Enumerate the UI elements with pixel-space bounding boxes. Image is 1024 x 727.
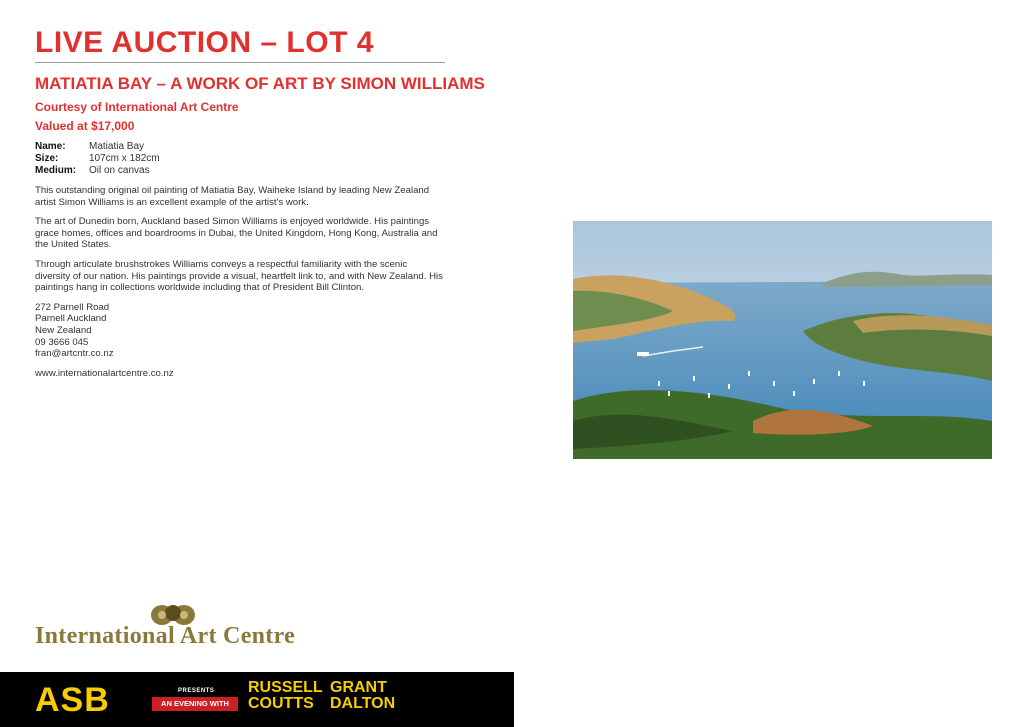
guest-name-coutts: COUTTS [248,695,314,712]
description-paragraph: Through articulate brushstrokes Williams conveys a respectful familiarity with the scenic diversity of our nation. His paintings provide a visual, heartfelt link to, and with New Zealand. His paintings hang in collections worldwide including that of President Bill Clinton. [35,258,443,294]
matiatia-bay-painting [573,221,992,459]
detail-label: Size: [35,153,59,164]
valuation-line: Valued at $17,000 [35,119,135,133]
phone-number: 09 3666 045 [35,336,89,348]
guest-name-russell: RUSSELL [248,679,323,696]
description-paragraph: The art of Dunedin born, Auckland based Simon Williams is enjoyed worldwide. His paintings grace homes, offices and boardrooms in Dubai, the United Kingdom, Hong Kong, Australia and the United States. [35,216,438,251]
detail-row-medium [35,165,445,177]
detail-label: Name: [35,141,66,152]
detail-label: Medium: [35,165,77,176]
guest-name-dalton: DALTON [330,695,396,712]
international-art-centre-logo [35,603,335,651]
presents-label: PRESENTS [178,688,215,694]
address-line: Parnell Auckland [35,313,107,325]
lot-description [35,24,485,379]
artwork-title: MATIATIA BAY – A WORK OF ART BY SIMON WILLIAMS [35,74,485,93]
description-paragraph: This outstanding original oil painting of Matiatia Bay, Waiheke Island by leading New Zealand artist Simon Williams is an excellent example of the artist's work. [35,185,430,208]
artwork-details [35,141,445,177]
detail-value: 107cm x 182cm [89,153,160,164]
detail-value: Oil on canvas [89,165,150,176]
website-link[interactable]: www.internationalartcentre.co.nz [35,367,174,379]
asb-logo: ASB [35,681,110,719]
page-title: LIVE AUCTION – LOT 4 [35,26,374,59]
detail-row-size [35,153,445,165]
detail-value: Matiatia Bay [89,141,145,152]
courtesy-line: Courtesy of International Art Centre [35,100,239,114]
address-line: New Zealand [35,324,92,336]
guest-name-grant: GRANT [330,679,387,696]
evening-with-label: AN EVENING WITH [152,697,238,711]
contact-address [35,302,445,360]
address-line: 272 Parnell Road [35,301,110,313]
detail-row-name [35,141,445,153]
logo-wordmark: International Art Centre [35,623,296,649]
title-divider [35,62,445,63]
email-link[interactable]: fran@artcntr.co.nz [35,348,114,360]
